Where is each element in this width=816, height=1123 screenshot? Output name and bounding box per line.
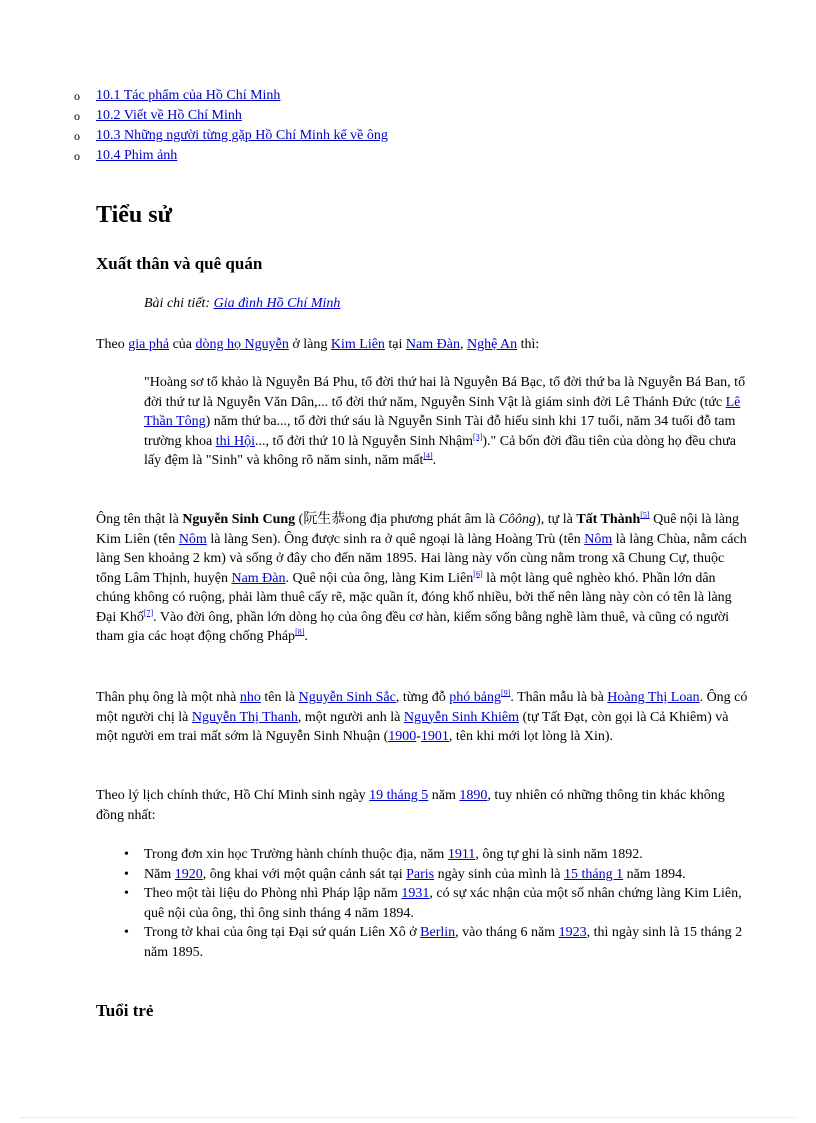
link-hoang-thi-loan[interactable]: Hoàng Thị Loan: [607, 690, 700, 705]
see-also-link[interactable]: Gia đình Hồ Chí Minh: [213, 296, 341, 311]
text: -: [416, 729, 421, 744]
paragraph-birth-name: [96, 510, 751, 647]
text: ..., tổ đời thứ 10 là Nguyễn Sinh Nhậm: [255, 433, 474, 449]
text: , vào tháng 6 năm: [455, 925, 559, 940]
text: . Thân mẫu là bà: [510, 690, 608, 705]
link-nghe-an[interactable]: Nghệ An: [466, 337, 518, 352]
page-bottom-divider: [20, 1117, 796, 1118]
circle-bullet-icon: o: [74, 129, 80, 143]
reference-link[interactable]: [9]: [501, 688, 511, 698]
text: , tuy nhiên có những thông tin khác không đồng nhất:: [96, 788, 725, 823]
link-pho-bang[interactable]: phó bảng: [449, 690, 502, 705]
link-nho[interactable]: nho: [239, 690, 261, 705]
toc-item: [74, 126, 388, 146]
text: .: [432, 453, 437, 468]
link-nam-dan[interactable]: Nam Đàn: [405, 337, 460, 352]
reference-link[interactable]: [3]: [473, 431, 483, 441]
text: thì:: [517, 337, 540, 352]
list-item: [124, 884, 749, 923]
link-19-thang-5[interactable]: 19 tháng 5: [369, 788, 429, 803]
text: là một làng quê nghèo khó. Phần lớn dân chúng không có ruộng, phải làm thuê cấy rẽ, mặc quần ít, đóng khố nhiều, bởi thế nên làng này còn có tên là làng Đại Khố: [96, 570, 732, 625]
text: là làng Chùa, nằm cách làng Sen khoảng 2 km) và sống ở đây cho đến năm 1895. Hai làng này vốn cùng nằm trong xã Chung Cự, thuộc tổng Lâm Thịnh, huyện: [96, 531, 747, 586]
text: ở làng: [288, 337, 331, 352]
text: Ông tên thật là: [96, 512, 183, 527]
text: ,: [459, 337, 467, 352]
toc-link[interactable]: 10.1 Tác phẩm của Hồ Chí Minh: [96, 88, 281, 103]
genealogy-quote: [144, 373, 749, 471]
paragraph-birthdate: [96, 786, 751, 825]
text: , thì ngày sinh là 15 tháng 2 năm 1895.: [144, 925, 743, 960]
paragraph-family: [96, 688, 751, 747]
bullet-icon: •: [124, 925, 129, 940]
text: năm: [428, 788, 460, 803]
link-dong-ho[interactable]: dòng họ Nguyễn: [195, 337, 289, 352]
text: , có sự xác nhận của một số nhân chứng làng Kim Liên, quê nội của ông, thì ông sinh tháng 4 năm 1894.: [144, 886, 742, 921]
table-of-contents: [74, 86, 388, 166]
text: Năm: [144, 866, 175, 882]
link-gia-pha[interactable]: gia phả: [128, 337, 170, 352]
reference-link[interactable]: [6]: [473, 568, 483, 578]
list-item: [124, 865, 749, 885]
text: Trong tờ khai của ông tại Đại sứ quán Liên Xô ở: [144, 925, 421, 940]
text: "Hoàng sơ tổ khảo là Nguyễn Bá Phu, tổ đời thứ hai là Nguyễn Bá Bạc, tổ đời thứ ba là Nguyễn Bá Ban, tổ đời thứ tư là Nguyễn Văn Dân,... tổ đời thứ năm, Nguyễn Sinh Vật là giám sinh đời Lê Thánh Đức (tức: [144, 375, 746, 410]
bold-name: Nguyễn Sinh Cung: [182, 512, 296, 527]
circle-bullet-icon: o: [74, 109, 80, 123]
reference-link[interactable]: [5]: [640, 510, 650, 520]
heading-youth: Tuổi trẻ: [96, 1001, 154, 1020]
list-item: [124, 923, 749, 962]
circle-bullet-icon: o: [74, 149, 80, 163]
link-nguyen-sinh-sac[interactable]: Nguyễn Sinh Sắc: [298, 690, 396, 705]
text: (: [295, 512, 304, 527]
link-nom[interactable]: Nôm: [584, 531, 613, 547]
heading-biography: Tiểu sử: [96, 202, 172, 228]
text: Theo một tài liệu do Phòng nhì Pháp lập năm: [144, 886, 402, 901]
text: , từng đỗ: [395, 690, 450, 705]
link-year-1931[interactable]: 1931: [401, 886, 430, 901]
link-year-1900[interactable]: 1900: [388, 729, 417, 744]
link-kim-lien[interactable]: Kim Liên: [330, 337, 385, 352]
link-year-1890[interactable]: 1890: [459, 788, 488, 803]
text: tại: [384, 337, 406, 352]
toc-link[interactable]: 10.3 Những người từng gặp Hồ Chí Minh kể về ông: [96, 128, 388, 143]
text: . Quê nội của ông, làng Kim Liên: [285, 570, 474, 586]
link-nom[interactable]: Nôm: [178, 531, 207, 547]
text: Theo lý lịch chính thức, Hồ Chí Minh sinh ngày: [96, 788, 370, 803]
text: ngày sinh của mình là: [434, 866, 564, 882]
link-year-1923[interactable]: 1923: [558, 925, 587, 940]
text: năm 1894.: [623, 866, 686, 882]
italic-text: Côông: [498, 512, 537, 527]
text: Thân phụ ông là một nhà: [96, 690, 240, 705]
link-berlin[interactable]: Berlin: [420, 925, 456, 940]
link-paris[interactable]: Paris: [406, 866, 435, 882]
text: Theo: [96, 337, 129, 352]
text: ) năm thứ ba..., tổ đời thứ sáu là Nguyễn Sinh Tài đỗ hiếu sinh khi 17 tuổi, năm 34 tuổi đỗ tam trường khoa: [144, 414, 736, 449]
bold-name: Tất Thành: [576, 512, 641, 527]
circle-bullet-icon: o: [74, 89, 80, 103]
toc-item: [74, 146, 388, 166]
toc-item: [74, 86, 388, 106]
text: )." Cả bốn đời đầu tiên của dòng họ đều chưa lấy đệm là "Sinh" và không rõ năm sinh, năm mất: [144, 433, 736, 468]
toc-link[interactable]: 10.4 Phim ảnh: [96, 148, 178, 163]
toc-item: [74, 106, 388, 126]
link-nguyen-thi-thanh[interactable]: Nguyễn Thị Thanh: [191, 709, 298, 725]
text: ), tự là: [536, 512, 577, 527]
link-year-1920[interactable]: 1920: [174, 866, 203, 882]
text: ong địa phương phát âm là: [345, 512, 499, 527]
text: Quê nội là làng Kim Liên (tên: [96, 512, 740, 547]
text: (tự Tất Đạt, còn gọi là Cả Khiêm) và một người em trai mất sớm là Nguyễn Sinh Nhuận (: [96, 709, 729, 744]
bullet-icon: •: [124, 886, 129, 901]
link-nguyen-sinh-khiem[interactable]: Nguyễn Sinh Khiêm: [403, 709, 519, 725]
see-also-note: [144, 294, 340, 314]
text: , tên khi mới lọt lòng là Xin).: [448, 729, 614, 744]
text: , ông tự ghi là sinh năm 1892.: [475, 847, 643, 862]
toc-link[interactable]: 10.2 Viết về Hồ Chí Minh: [96, 108, 242, 123]
bullet-icon: •: [124, 866, 129, 882]
bullet-icon: •: [124, 847, 129, 862]
reference-link[interactable]: [7]: [143, 607, 154, 617]
link-thi-hoi[interactable]: thi Hội: [215, 433, 256, 449]
text: , một người anh là: [297, 709, 404, 725]
link-le-than-tong[interactable]: Lê Thần Tông: [144, 394, 741, 429]
han-characters: 阮生恭: [303, 512, 346, 527]
see-also-prefix: Bài chi tiết:: [144, 296, 211, 311]
text: tên là: [260, 690, 299, 705]
reference-link[interactable]: [4]: [423, 451, 433, 461]
text: .: [304, 629, 308, 644]
text: là làng Sen). Ông được sinh ra ở quê ngoại là làng Hoàng Trù (tên: [206, 531, 585, 547]
list-item: [124, 845, 749, 865]
link-year-1901[interactable]: 1901: [420, 729, 449, 744]
text: của: [169, 337, 196, 352]
text: Trong đơn xin học Trường hành chính thuộc địa, năm: [144, 847, 448, 862]
text: . Vào đời ông, phần lớn dòng họ của ông đều cơ hàn, kiếm sống bằng nghề làm thuê, và cũng có người tham gia các hoạt động chống Pháp: [96, 609, 729, 644]
reference-link[interactable]: [8]: [295, 627, 305, 637]
link-15-thang-1[interactable]: 15 tháng 1: [563, 866, 624, 882]
link-nam-dan[interactable]: Nam Đàn: [231, 570, 286, 586]
link-year-1911[interactable]: 1911: [447, 847, 476, 862]
intro-paragraph: [96, 335, 751, 355]
text: . Ông có một người chị là: [96, 690, 748, 725]
birthdate-list: [124, 845, 749, 962]
text: , ông khai với một quận cảnh sát tại: [202, 866, 407, 882]
heading-origin: Xuất thân và quê quán: [96, 254, 263, 273]
